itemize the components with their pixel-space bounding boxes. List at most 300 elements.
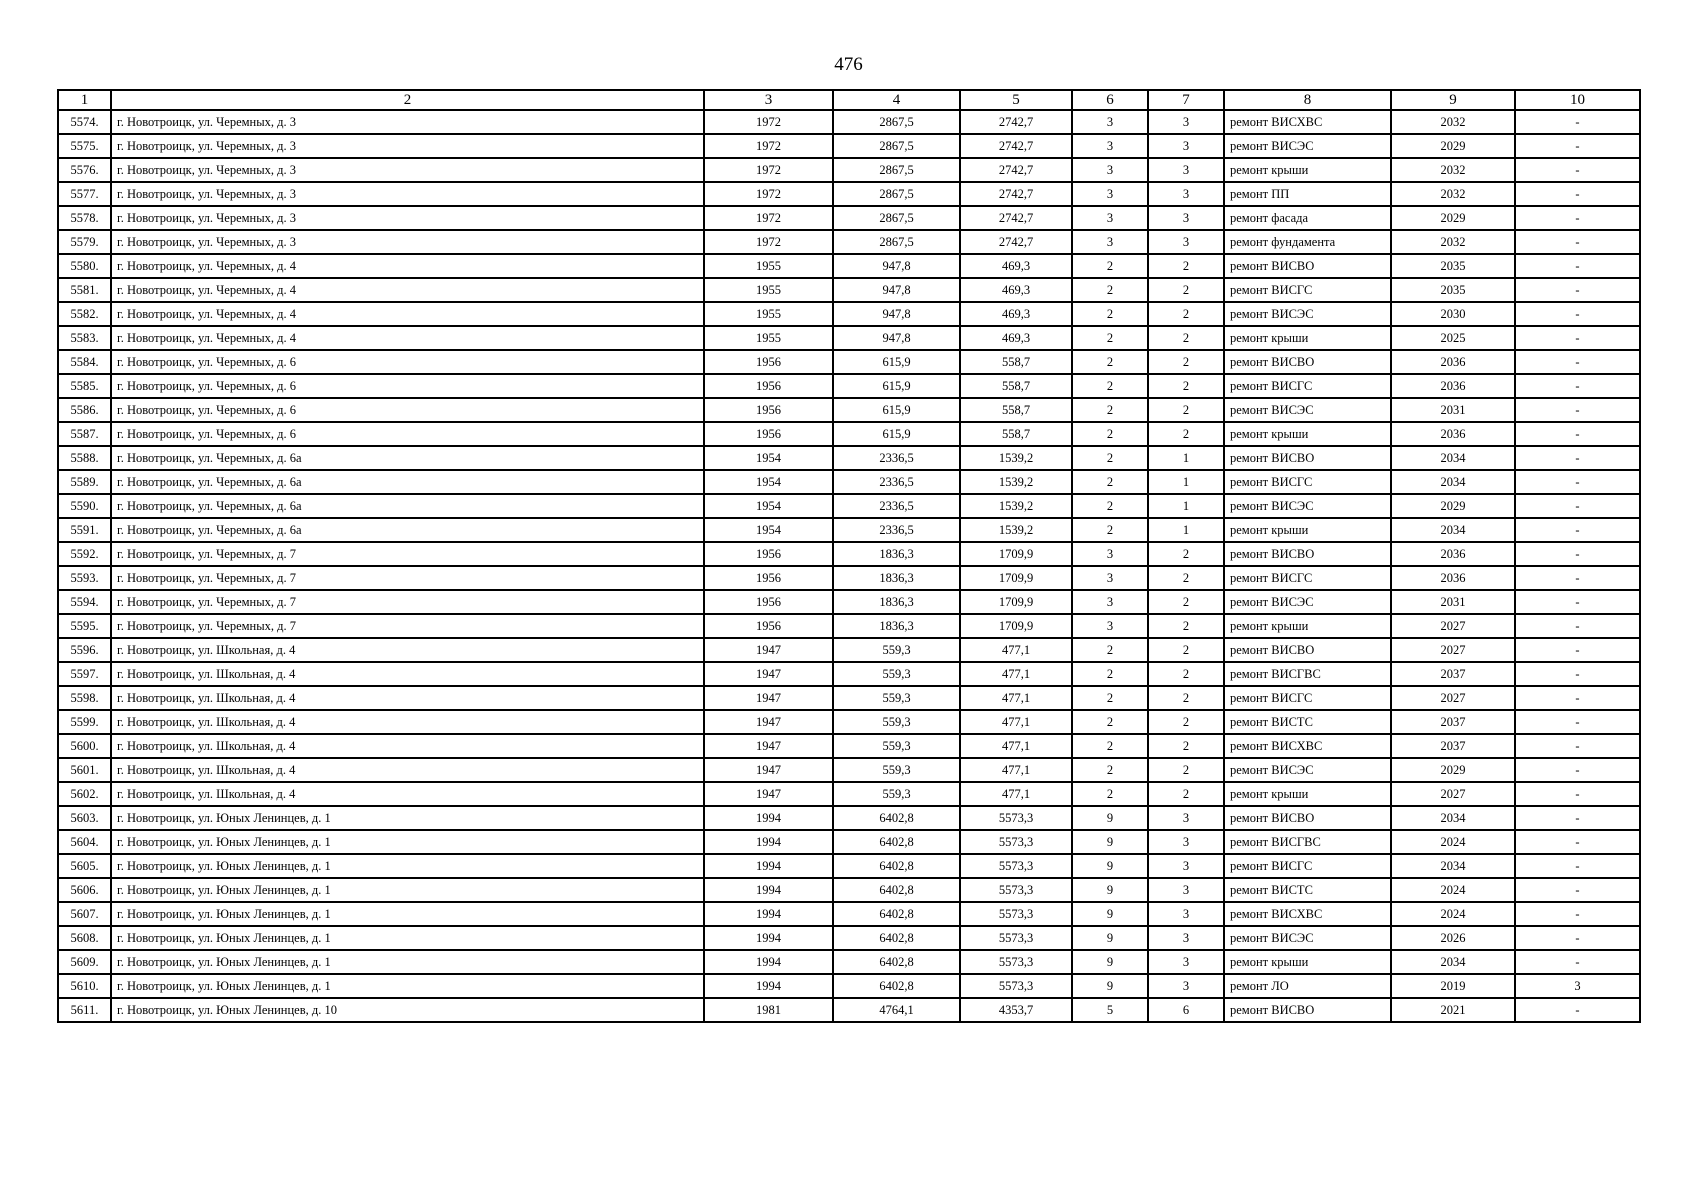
cell-work-type: ремонт крыши xyxy=(1224,158,1391,182)
cell-address: г. Новотроицк, ул. Юных Ленинцев, д. 1 xyxy=(111,878,704,902)
cell-planned-year: 2034 xyxy=(1391,950,1515,974)
cell-entrances: 3 xyxy=(1148,974,1224,998)
table-row xyxy=(58,230,1640,254)
cell-entrances: 2 xyxy=(1148,326,1224,350)
cell-year-built: 1947 xyxy=(704,638,833,662)
cell-planned-year: 2035 xyxy=(1391,254,1515,278)
cell-planned-year: 2031 xyxy=(1391,398,1515,422)
cell-address: г. Новотроицк, ул. Черемных, д. 3 xyxy=(111,230,704,254)
table-row xyxy=(58,710,1640,734)
cell-extra-value: - xyxy=(1515,350,1640,374)
cell-floors: 2 xyxy=(1072,446,1148,470)
cell-floors: 3 xyxy=(1072,566,1148,590)
table-row xyxy=(58,926,1640,950)
cell-row-number: 5578. xyxy=(58,206,111,230)
cell-row-number: 5587. xyxy=(58,422,111,446)
cell-planned-year: 2029 xyxy=(1391,494,1515,518)
cell-total-area: 559,3 xyxy=(833,758,960,782)
cell-living-area: 1709,9 xyxy=(960,590,1072,614)
cell-year-built: 1955 xyxy=(704,254,833,278)
cell-living-area: 5573,3 xyxy=(960,926,1072,950)
cell-total-area: 559,3 xyxy=(833,710,960,734)
table-row xyxy=(58,158,1640,182)
cell-work-type: ремонт крыши xyxy=(1224,326,1391,350)
cell-address: г. Новотроицк, ул. Школьная, д. 4 xyxy=(111,662,704,686)
cell-year-built: 1947 xyxy=(704,662,833,686)
cell-address: г. Новотроицк, ул. Черемных, д. 6 xyxy=(111,350,704,374)
cell-address: г. Новотроицк, ул. Черемных, д. 3 xyxy=(111,158,704,182)
cell-living-area: 1709,9 xyxy=(960,614,1072,638)
cell-extra-value: - xyxy=(1515,254,1640,278)
cell-year-built: 1956 xyxy=(704,566,833,590)
cell-address: г. Новотроицк, ул. Юных Ленинцев, д. 1 xyxy=(111,902,704,926)
cell-work-type: ремонт крыши xyxy=(1224,782,1391,806)
cell-extra-value: - xyxy=(1515,470,1640,494)
cell-address: г. Новотроицк, ул. Юных Ленинцев, д. 10 xyxy=(111,998,704,1022)
cell-planned-year: 2024 xyxy=(1391,830,1515,854)
cell-living-area: 2742,7 xyxy=(960,206,1072,230)
column-header: 1 xyxy=(58,90,111,110)
cell-planned-year: 2027 xyxy=(1391,638,1515,662)
cell-row-number: 5609. xyxy=(58,950,111,974)
cell-living-area: 558,7 xyxy=(960,422,1072,446)
cell-address: г. Новотроицк, ул. Юных Ленинцев, д. 1 xyxy=(111,974,704,998)
cell-total-area: 2867,5 xyxy=(833,134,960,158)
cell-extra-value: - xyxy=(1515,494,1640,518)
cell-address: г. Новотроицк, ул. Юных Ленинцев, д. 1 xyxy=(111,854,704,878)
cell-living-area: 5573,3 xyxy=(960,950,1072,974)
cell-extra-value: - xyxy=(1515,182,1640,206)
table-row xyxy=(58,542,1640,566)
cell-entrances: 2 xyxy=(1148,662,1224,686)
cell-planned-year: 2025 xyxy=(1391,326,1515,350)
page-number: 476 xyxy=(834,54,863,75)
cell-entrances: 2 xyxy=(1148,398,1224,422)
cell-total-area: 6402,8 xyxy=(833,950,960,974)
cell-year-built: 1994 xyxy=(704,806,833,830)
cell-planned-year: 2034 xyxy=(1391,518,1515,542)
cell-year-built: 1954 xyxy=(704,470,833,494)
table-row xyxy=(58,950,1640,974)
cell-total-area: 947,8 xyxy=(833,278,960,302)
cell-living-area: 5573,3 xyxy=(960,902,1072,926)
cell-floors: 2 xyxy=(1072,758,1148,782)
cell-row-number: 5575. xyxy=(58,134,111,158)
table-row xyxy=(58,662,1640,686)
cell-year-built: 1954 xyxy=(704,446,833,470)
column-header: 7 xyxy=(1148,90,1224,110)
cell-extra-value: - xyxy=(1515,902,1640,926)
table-row xyxy=(58,110,1640,134)
cell-address: г. Новотроицк, ул. Черемных, д. 3 xyxy=(111,134,704,158)
cell-year-built: 1955 xyxy=(704,302,833,326)
cell-work-type: ремонт ВИСВО xyxy=(1224,638,1391,662)
cell-row-number: 5607. xyxy=(58,902,111,926)
cell-living-area: 469,3 xyxy=(960,254,1072,278)
cell-work-type: ремонт ВИСЭС xyxy=(1224,134,1391,158)
cell-row-number: 5606. xyxy=(58,878,111,902)
cell-year-built: 1956 xyxy=(704,614,833,638)
column-header: 10 xyxy=(1515,90,1640,110)
cell-entrances: 3 xyxy=(1148,926,1224,950)
cell-work-type: ремонт ВИСВО xyxy=(1224,542,1391,566)
cell-work-type: ремонт ВИСХВС xyxy=(1224,902,1391,926)
table-row xyxy=(58,518,1640,542)
cell-floors: 2 xyxy=(1072,494,1148,518)
table-row xyxy=(58,182,1640,206)
cell-work-type: ремонт ВИСГВС xyxy=(1224,830,1391,854)
cell-floors: 2 xyxy=(1072,374,1148,398)
capital-repair-table xyxy=(57,89,1641,1023)
cell-row-number: 5594. xyxy=(58,590,111,614)
cell-planned-year: 2030 xyxy=(1391,302,1515,326)
cell-total-area: 615,9 xyxy=(833,422,960,446)
cell-total-area: 947,8 xyxy=(833,326,960,350)
cell-living-area: 1709,9 xyxy=(960,542,1072,566)
cell-work-type: ремонт ВИСГС xyxy=(1224,470,1391,494)
cell-row-number: 5593. xyxy=(58,566,111,590)
table-row xyxy=(58,806,1640,830)
table-row xyxy=(58,854,1640,878)
cell-living-area: 2742,7 xyxy=(960,134,1072,158)
cell-row-number: 5605. xyxy=(58,854,111,878)
cell-planned-year: 2031 xyxy=(1391,590,1515,614)
cell-address: г. Новотроицк, ул. Черемных, д. 4 xyxy=(111,254,704,278)
table-row xyxy=(58,494,1640,518)
cell-year-built: 1994 xyxy=(704,974,833,998)
cell-planned-year: 2037 xyxy=(1391,710,1515,734)
table-row xyxy=(58,446,1640,470)
cell-entrances: 1 xyxy=(1148,446,1224,470)
table-row xyxy=(58,998,1640,1022)
table-row xyxy=(58,326,1640,350)
cell-year-built: 1994 xyxy=(704,902,833,926)
cell-extra-value: - xyxy=(1515,734,1640,758)
cell-total-area: 1836,3 xyxy=(833,566,960,590)
cell-entrances: 3 xyxy=(1148,230,1224,254)
cell-row-number: 5610. xyxy=(58,974,111,998)
cell-work-type: ремонт ВИСЭС xyxy=(1224,590,1391,614)
cell-living-area: 1539,2 xyxy=(960,470,1072,494)
cell-living-area: 5573,3 xyxy=(960,806,1072,830)
cell-year-built: 1954 xyxy=(704,494,833,518)
cell-floors: 3 xyxy=(1072,110,1148,134)
cell-entrances: 2 xyxy=(1148,422,1224,446)
cell-work-type: ремонт ВИСЭС xyxy=(1224,398,1391,422)
cell-living-area: 477,1 xyxy=(960,638,1072,662)
cell-extra-value: - xyxy=(1515,878,1640,902)
cell-work-type: ремонт ВИСХВС xyxy=(1224,110,1391,134)
table-body xyxy=(58,110,1640,1022)
cell-living-area: 558,7 xyxy=(960,374,1072,398)
cell-row-number: 5600. xyxy=(58,734,111,758)
cell-extra-value: - xyxy=(1515,422,1640,446)
cell-year-built: 1955 xyxy=(704,278,833,302)
cell-row-number: 5582. xyxy=(58,302,111,326)
cell-living-area: 5573,3 xyxy=(960,878,1072,902)
cell-extra-value: - xyxy=(1515,590,1640,614)
cell-extra-value: - xyxy=(1515,206,1640,230)
cell-living-area: 5573,3 xyxy=(960,974,1072,998)
cell-planned-year: 2036 xyxy=(1391,566,1515,590)
cell-total-area: 6402,8 xyxy=(833,878,960,902)
cell-work-type: ремонт фундамента xyxy=(1224,230,1391,254)
cell-living-area: 558,7 xyxy=(960,350,1072,374)
cell-living-area: 4353,7 xyxy=(960,998,1072,1022)
cell-row-number: 5611. xyxy=(58,998,111,1022)
cell-planned-year: 2032 xyxy=(1391,158,1515,182)
cell-address: г. Новотроицк, ул. Черемных, д. 3 xyxy=(111,110,704,134)
cell-address: г. Новотроицк, ул. Черемных, д. 6а xyxy=(111,494,704,518)
table-row xyxy=(58,566,1640,590)
cell-total-area: 6402,8 xyxy=(833,926,960,950)
cell-living-area: 2742,7 xyxy=(960,182,1072,206)
cell-living-area: 2742,7 xyxy=(960,158,1072,182)
cell-planned-year: 2029 xyxy=(1391,758,1515,782)
cell-floors: 2 xyxy=(1072,350,1148,374)
cell-work-type: ремонт ВИСГС xyxy=(1224,854,1391,878)
cell-planned-year: 2034 xyxy=(1391,854,1515,878)
cell-entrances: 3 xyxy=(1148,902,1224,926)
cell-living-area: 469,3 xyxy=(960,302,1072,326)
cell-entrances: 3 xyxy=(1148,878,1224,902)
column-header: 3 xyxy=(704,90,833,110)
cell-address: г. Новотроицк, ул. Черемных, д. 3 xyxy=(111,206,704,230)
cell-address: г. Новотроицк, ул. Черемных, д. 6а xyxy=(111,470,704,494)
cell-entrances: 2 xyxy=(1148,638,1224,662)
column-header: 9 xyxy=(1391,90,1515,110)
table-row xyxy=(58,974,1640,998)
cell-row-number: 5591. xyxy=(58,518,111,542)
cell-year-built: 1972 xyxy=(704,206,833,230)
cell-entrances: 3 xyxy=(1148,806,1224,830)
cell-row-number: 5596. xyxy=(58,638,111,662)
cell-planned-year: 2036 xyxy=(1391,542,1515,566)
cell-extra-value: - xyxy=(1515,662,1640,686)
cell-total-area: 947,8 xyxy=(833,302,960,326)
cell-row-number: 5584. xyxy=(58,350,111,374)
cell-row-number: 5597. xyxy=(58,662,111,686)
cell-floors: 2 xyxy=(1072,302,1148,326)
cell-total-area: 1836,3 xyxy=(833,614,960,638)
cell-address: г. Новотроицк, ул. Черемных, д. 6 xyxy=(111,374,704,398)
cell-floors: 9 xyxy=(1072,878,1148,902)
cell-year-built: 1994 xyxy=(704,830,833,854)
cell-year-built: 1954 xyxy=(704,518,833,542)
cell-row-number: 5574. xyxy=(58,110,111,134)
cell-work-type: ремонт ВИСТС xyxy=(1224,710,1391,734)
cell-total-area: 6402,8 xyxy=(833,902,960,926)
cell-entrances: 6 xyxy=(1148,998,1224,1022)
cell-address: г. Новотроицк, ул. Юных Ленинцев, д. 1 xyxy=(111,830,704,854)
cell-planned-year: 2032 xyxy=(1391,230,1515,254)
cell-work-type: ремонт крыши xyxy=(1224,518,1391,542)
cell-row-number: 5603. xyxy=(58,806,111,830)
cell-year-built: 1981 xyxy=(704,998,833,1022)
cell-year-built: 1994 xyxy=(704,878,833,902)
cell-floors: 2 xyxy=(1072,254,1148,278)
cell-address: г. Новотроицк, ул. Черемных, д. 6а xyxy=(111,446,704,470)
cell-living-area: 477,1 xyxy=(960,782,1072,806)
cell-address: г. Новотроицк, ул. Черемных, д. 6 xyxy=(111,422,704,446)
cell-entrances: 2 xyxy=(1148,542,1224,566)
cell-work-type: ремонт ВИСГВС xyxy=(1224,662,1391,686)
table-row xyxy=(58,590,1640,614)
cell-extra-value: - xyxy=(1515,134,1640,158)
cell-entrances: 2 xyxy=(1148,710,1224,734)
cell-row-number: 5576. xyxy=(58,158,111,182)
column-header: 4 xyxy=(833,90,960,110)
cell-year-built: 1994 xyxy=(704,950,833,974)
cell-floors: 2 xyxy=(1072,782,1148,806)
cell-year-built: 1994 xyxy=(704,854,833,878)
cell-total-area: 559,3 xyxy=(833,782,960,806)
cell-floors: 2 xyxy=(1072,398,1148,422)
cell-extra-value: - xyxy=(1515,854,1640,878)
cell-planned-year: 2029 xyxy=(1391,206,1515,230)
cell-year-built: 1956 xyxy=(704,422,833,446)
table-row xyxy=(58,878,1640,902)
cell-address: г. Новотроицк, ул. Черемных, д. 7 xyxy=(111,566,704,590)
cell-work-type: ремонт ВИСВО xyxy=(1224,254,1391,278)
cell-address: г. Новотроицк, ул. Черемных, д. 7 xyxy=(111,542,704,566)
cell-year-built: 1956 xyxy=(704,590,833,614)
cell-entrances: 3 xyxy=(1148,134,1224,158)
cell-total-area: 6402,8 xyxy=(833,806,960,830)
cell-extra-value: - xyxy=(1515,374,1640,398)
cell-total-area: 2336,5 xyxy=(833,518,960,542)
cell-address: г. Новотроицк, ул. Школьная, д. 4 xyxy=(111,758,704,782)
cell-row-number: 5595. xyxy=(58,614,111,638)
cell-entrances: 2 xyxy=(1148,302,1224,326)
cell-floors: 9 xyxy=(1072,830,1148,854)
cell-row-number: 5598. xyxy=(58,686,111,710)
cell-work-type: ремонт ВИСВО xyxy=(1224,806,1391,830)
cell-total-area: 615,9 xyxy=(833,374,960,398)
cell-floors: 9 xyxy=(1072,926,1148,950)
cell-total-area: 2867,5 xyxy=(833,110,960,134)
cell-floors: 2 xyxy=(1072,710,1148,734)
cell-planned-year: 2032 xyxy=(1391,110,1515,134)
cell-row-number: 5592. xyxy=(58,542,111,566)
cell-entrances: 3 xyxy=(1148,854,1224,878)
cell-planned-year: 2036 xyxy=(1391,422,1515,446)
cell-extra-value: - xyxy=(1515,614,1640,638)
cell-entrances: 1 xyxy=(1148,470,1224,494)
cell-entrances: 2 xyxy=(1148,686,1224,710)
cell-floors: 3 xyxy=(1072,158,1148,182)
cell-extra-value: - xyxy=(1515,830,1640,854)
cell-row-number: 5580. xyxy=(58,254,111,278)
table-row xyxy=(58,686,1640,710)
cell-total-area: 559,3 xyxy=(833,734,960,758)
cell-floors: 2 xyxy=(1072,638,1148,662)
cell-total-area: 1836,3 xyxy=(833,590,960,614)
cell-living-area: 1539,2 xyxy=(960,518,1072,542)
cell-floors: 5 xyxy=(1072,998,1148,1022)
cell-extra-value: - xyxy=(1515,806,1640,830)
cell-total-area: 2336,5 xyxy=(833,470,960,494)
cell-extra-value: - xyxy=(1515,566,1640,590)
cell-entrances: 2 xyxy=(1148,566,1224,590)
cell-row-number: 5577. xyxy=(58,182,111,206)
table-row xyxy=(58,758,1640,782)
cell-planned-year: 2024 xyxy=(1391,902,1515,926)
cell-floors: 3 xyxy=(1072,230,1148,254)
cell-extra-value: - xyxy=(1515,302,1640,326)
cell-row-number: 5608. xyxy=(58,926,111,950)
cell-entrances: 2 xyxy=(1148,374,1224,398)
cell-planned-year: 2037 xyxy=(1391,662,1515,686)
cell-living-area: 477,1 xyxy=(960,662,1072,686)
cell-planned-year: 2021 xyxy=(1391,998,1515,1022)
cell-address: г. Новотроицк, ул. Черемных, д. 4 xyxy=(111,278,704,302)
cell-total-area: 2867,5 xyxy=(833,230,960,254)
cell-year-built: 1994 xyxy=(704,926,833,950)
cell-work-type: ремонт ВИСЭС xyxy=(1224,926,1391,950)
cell-row-number: 5599. xyxy=(58,710,111,734)
cell-floors: 3 xyxy=(1072,614,1148,638)
table-row xyxy=(58,254,1640,278)
cell-extra-value: - xyxy=(1515,950,1640,974)
table-row xyxy=(58,734,1640,758)
table-row xyxy=(58,422,1640,446)
cell-entrances: 2 xyxy=(1148,254,1224,278)
cell-extra-value: - xyxy=(1515,686,1640,710)
table-row xyxy=(58,902,1640,926)
cell-entrances: 1 xyxy=(1148,518,1224,542)
cell-floors: 2 xyxy=(1072,686,1148,710)
cell-total-area: 2867,5 xyxy=(833,206,960,230)
cell-living-area: 1709,9 xyxy=(960,566,1072,590)
cell-work-type: ремонт ВИСЭС xyxy=(1224,758,1391,782)
cell-address: г. Новотроицк, ул. Юных Ленинцев, д. 1 xyxy=(111,806,704,830)
cell-work-type: ремонт ВИСХВС xyxy=(1224,734,1391,758)
cell-total-area: 1836,3 xyxy=(833,542,960,566)
cell-extra-value: - xyxy=(1515,998,1640,1022)
column-header: 5 xyxy=(960,90,1072,110)
cell-planned-year: 2032 xyxy=(1391,182,1515,206)
cell-entrances: 2 xyxy=(1148,758,1224,782)
table-row xyxy=(58,206,1640,230)
cell-floors: 2 xyxy=(1072,662,1148,686)
cell-address: г. Новотроицк, ул. Черемных, д. 4 xyxy=(111,302,704,326)
cell-extra-value: - xyxy=(1515,158,1640,182)
cell-planned-year: 2019 xyxy=(1391,974,1515,998)
cell-year-built: 1947 xyxy=(704,758,833,782)
cell-total-area: 559,3 xyxy=(833,638,960,662)
cell-extra-value: - xyxy=(1515,638,1640,662)
cell-floors: 3 xyxy=(1072,134,1148,158)
cell-floors: 9 xyxy=(1072,902,1148,926)
cell-row-number: 5581. xyxy=(58,278,111,302)
cell-work-type: ремонт ВИСГС xyxy=(1224,686,1391,710)
cell-living-area: 477,1 xyxy=(960,686,1072,710)
cell-living-area: 477,1 xyxy=(960,710,1072,734)
cell-total-area: 559,3 xyxy=(833,686,960,710)
table-row xyxy=(58,374,1640,398)
cell-living-area: 477,1 xyxy=(960,734,1072,758)
cell-extra-value: - xyxy=(1515,278,1640,302)
cell-year-built: 1972 xyxy=(704,230,833,254)
header-row xyxy=(58,90,1640,110)
cell-work-type: ремонт крыши xyxy=(1224,950,1391,974)
cell-floors: 9 xyxy=(1072,950,1148,974)
cell-living-area: 469,3 xyxy=(960,326,1072,350)
cell-total-area: 6402,8 xyxy=(833,830,960,854)
table-row xyxy=(58,302,1640,326)
cell-address: г. Новотроицк, ул. Юных Ленинцев, д. 1 xyxy=(111,950,704,974)
